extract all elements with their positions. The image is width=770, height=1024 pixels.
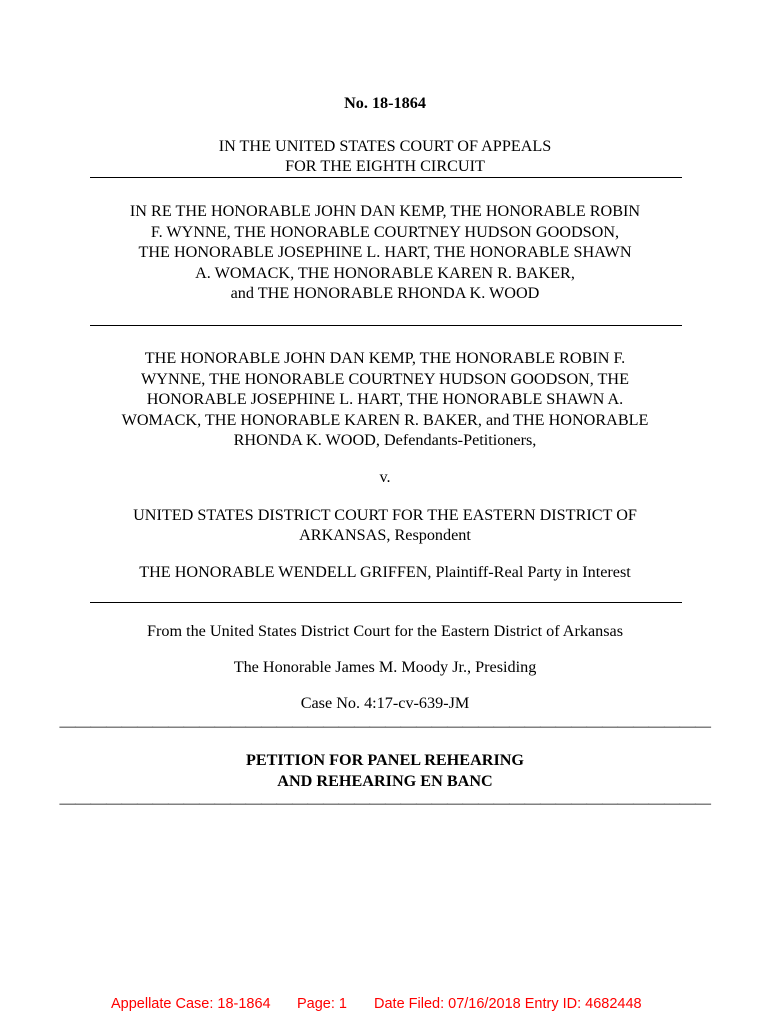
dash-separator: —————————————————————————————————————————— [59,795,711,812]
divider-rule [90,177,682,178]
divider-rule [90,325,682,326]
respondent-line-1: UNITED STATES DISTRICT COURT FOR THE EASTERN DISTRICT OF [133,506,637,524]
in-re-line-5: and THE HONORABLE RHONDA K. WOOD [230,284,540,302]
court-name-line-1: IN THE UNITED STATES COURT OF APPEALS [218,137,552,155]
date-filed-stamp: Date Filed: 07/16/2018 Entry ID: 4682448 [374,996,642,1012]
petitioners-line-1: THE HONORABLE JOHN DAN KEMP, THE HONORABLE ROBIN F. [144,349,626,367]
real-party-in-interest: THE HONORABLE WENDELL GRIFFEN, Plaintiff-Real Party in Interest [139,563,631,581]
origin-court: From the United States District Court for the Eastern District of Arkansas [146,622,624,640]
docket-number: No. 18-1864 [344,94,426,112]
petitioners-line-4: WOMACK, THE HONORABLE KAREN R. BAKER, and THE HONORABLE [121,411,649,429]
dash-separator: —————————————————————————————————————————— [59,718,711,735]
appellate-case-stamp: Appellate Case: 18-1864 [111,996,271,1012]
in-re-line-2: F. WYNNE, THE HONORABLE COURTNEY HUDSON GOODSON, [150,223,620,241]
in-re-line-3: THE HONORABLE JOSEPHINE L. HART, THE HONORABLE SHAWN [138,243,632,261]
in-re-line-4: A. WOMACK, THE HONORABLE KAREN R. BAKER, [195,264,575,282]
petitioners-line-3: HONORABLE JOSEPHINE L. HART, THE HONORABLE SHAWN A. [146,390,624,408]
versus: v. [379,468,391,486]
respondent-line-2: ARKANSAS, Respondent [299,526,471,544]
petitioners-line-2: WYNNE, THE HONORABLE COURTNEY HUDSON GOODSON, THE [141,370,629,388]
page-number-stamp: Page: 1 [297,996,347,1012]
petition-title-line-1: PETITION FOR PANEL REHEARING [245,751,525,769]
divider-rule [90,602,682,603]
in-re-line-1: IN RE THE HONORABLE JOHN DAN KEMP, THE HONORABLE ROBIN [129,202,641,220]
petition-title-line-2: AND REHEARING EN BANC [277,772,493,790]
court-name-line-2: FOR THE EIGHTH CIRCUIT [285,157,485,175]
petitioners-line-5: RHONDA K. WOOD, Defendants-Petitioners, [233,431,537,449]
presiding-judge: The Honorable James M. Moody Jr., Presiding [233,658,537,676]
case-number: Case No. 4:17-cv-639-JM [300,694,470,712]
